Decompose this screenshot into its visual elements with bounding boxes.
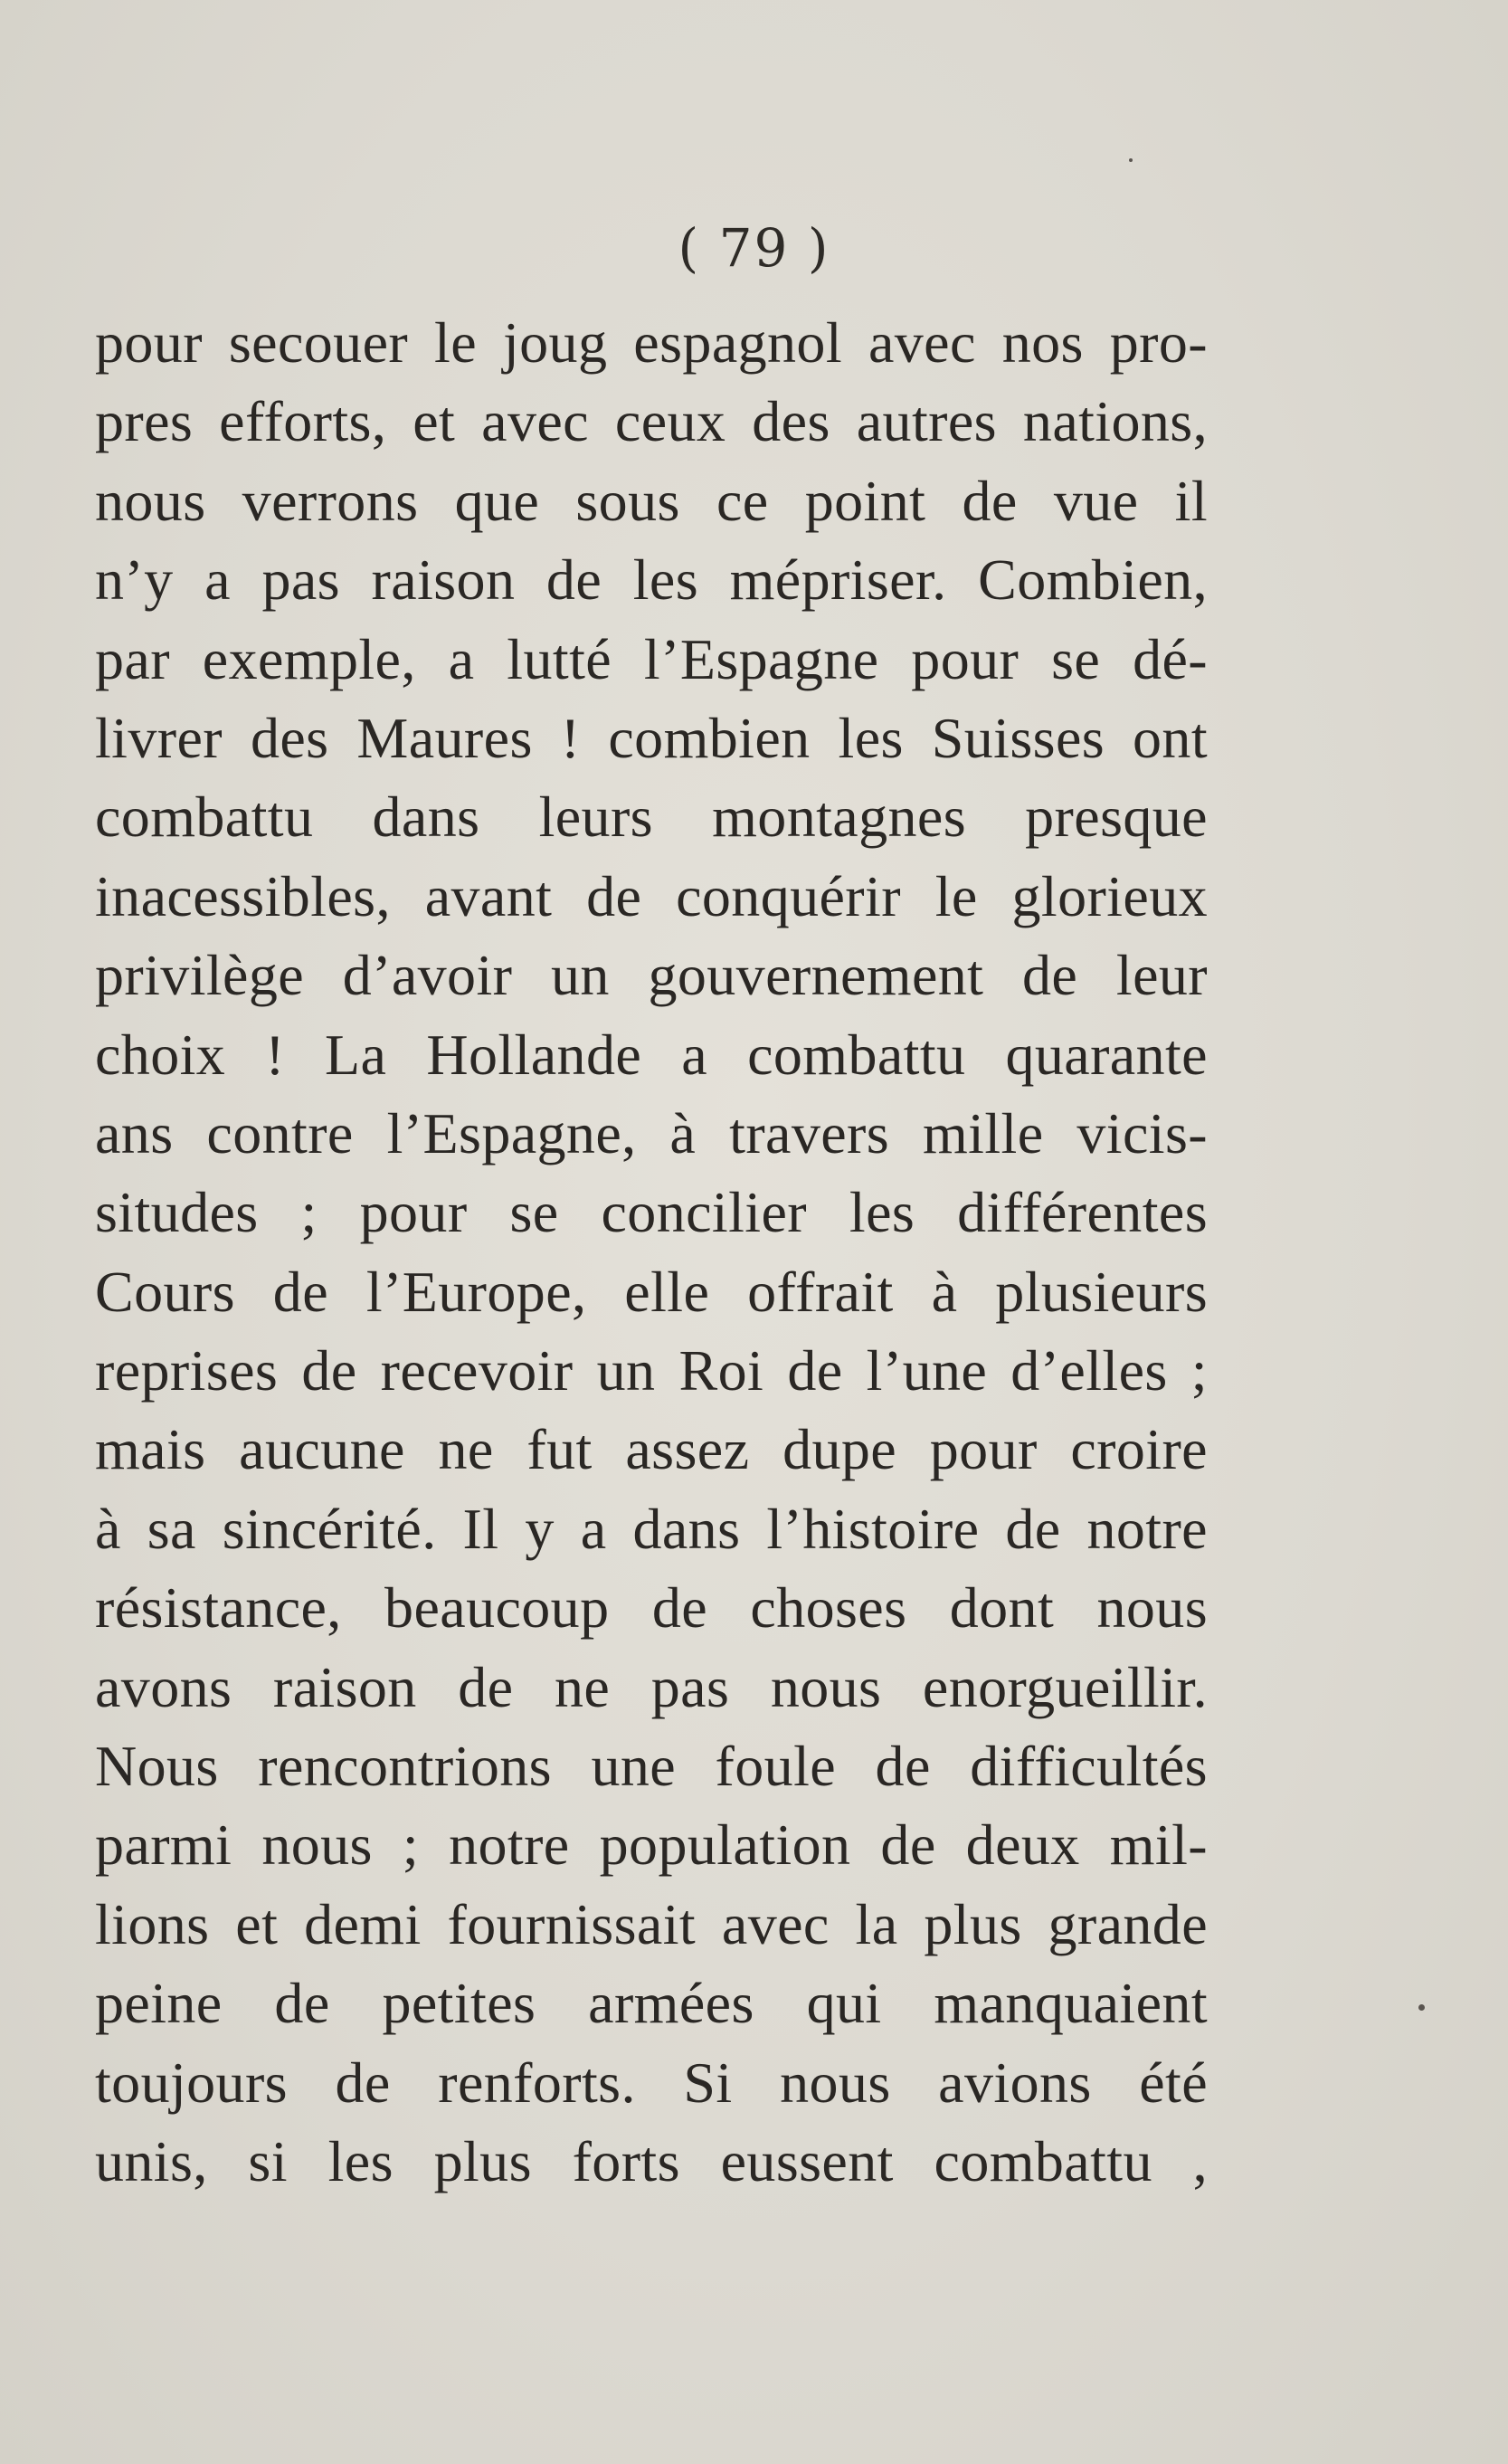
text-line: lions et demi fournissait avec la plus grande: [95, 1891, 1208, 1956]
text-line: toujours de renforts. Si nous avions été: [95, 2050, 1208, 2115]
text-line: peine de petites armées qui manquaient: [95, 1971, 1208, 2036]
paper-speck: [1418, 2004, 1425, 2011]
text-line: par exemple, a lutté l’Espagne pour se dé-: [95, 626, 1208, 691]
text-line: choix ! La Hollande a combattu quarante: [95, 1022, 1208, 1087]
text-line: pour secouer le joug espagnol avec nos pro-: [95, 310, 1208, 375]
text-line: combattu dans leurs montagnes presque: [95, 785, 1208, 850]
text-line: résistance, beaucoup de choses dont nous: [95, 1575, 1208, 1641]
paper-speck: [1129, 158, 1133, 162]
text-line: livrer des Maures ! combien les Suisses ont: [95, 705, 1208, 770]
page-number: ( 79 ): [678, 217, 830, 279]
text-line: Cours de l’Europe, elle offrait à plusieurs: [95, 1259, 1208, 1324]
text-line: situdes ; pour se concilier les différentes: [95, 1180, 1208, 1245]
text-line: inacessibles, avant de conquérir le glorieux: [95, 863, 1208, 928]
text-line: Nous rencontrions une foule de difficultés: [95, 1734, 1208, 1799]
text-line: reprises de recevoir un Roi de l’une d’elles ;: [95, 1338, 1208, 1403]
text-line: unis, si les plus forts eussent combattu ,: [95, 2128, 1208, 2193]
text-line: mais aucune ne fut assez dupe pour croire: [95, 1417, 1208, 1482]
text-line: privilège d’avoir un gouvernement de leur: [95, 943, 1208, 1008]
text-line: avons raison de ne pas nous enorgueillir.: [95, 1654, 1208, 1719]
text-line: parmi nous ; notre population de deux mil-: [95, 1812, 1208, 1878]
text-line: à sa sincérité. Il y a dans l’histoire de notre: [95, 1496, 1208, 1561]
text-line: ans contre l’Espagne, à travers mille vicis-: [95, 1100, 1208, 1165]
text-line: n’y a pas raison de les mépriser. Combien,: [95, 547, 1208, 613]
text-line: pres efforts, et avec ceux des autres nations,: [95, 389, 1208, 454]
body-text: [95, 303, 1208, 2201]
text-line: nous verrons que sous ce point de vue il: [95, 468, 1208, 533]
